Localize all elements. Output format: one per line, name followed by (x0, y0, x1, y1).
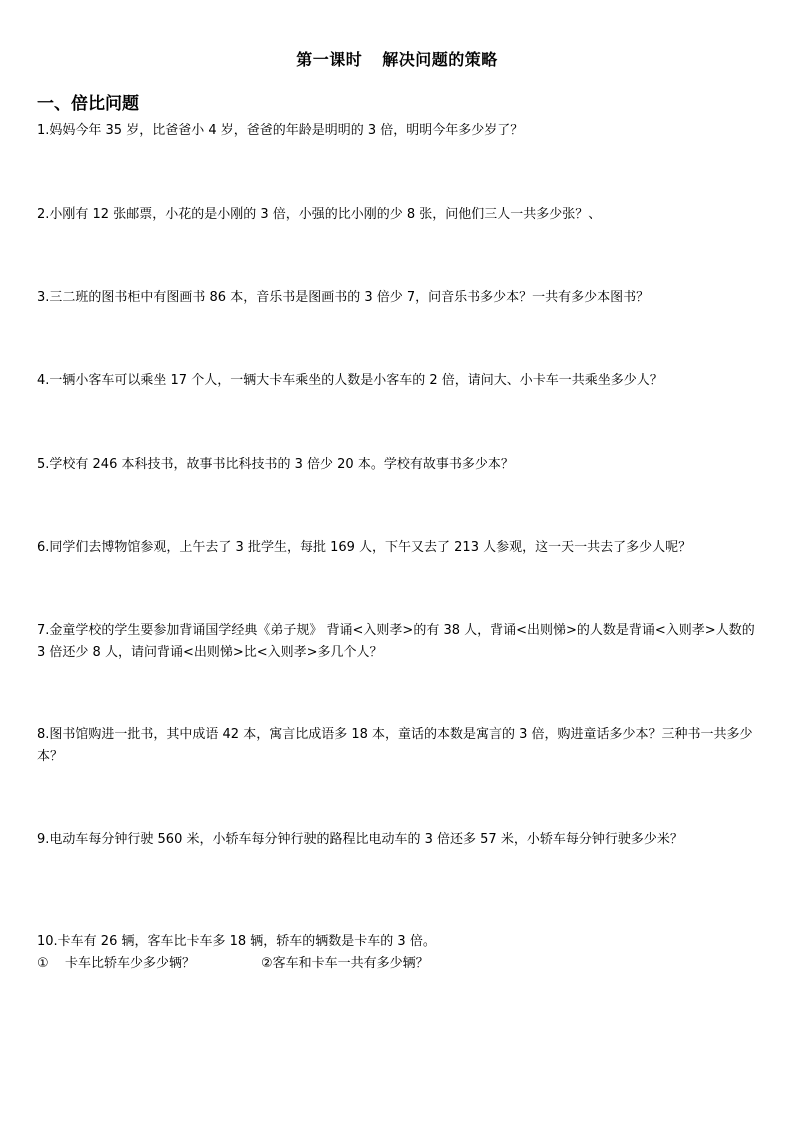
question-9: 9.电动车每分钟行驶 560 米，小轿车每分钟行驶的路程比电动车的 3 倍还多 57 米，小轿车每分钟行驶多少米？ (37, 832, 683, 847)
subpart-2: ②客车和卡车一共有多少辆？ (261, 956, 429, 971)
title-lesson: 第一课时 (296, 50, 363, 69)
question-7: 7.金童学校的学生要参加背诵国学经典《弟子规》 背诵<入则孝>的有 38 人，背诵<出则悌>的人数是背诵<入则孝>人数的 3 倍还少 8 人，请问背诵<出则悌>比<入则孝>多几个人？ (37, 623, 755, 660)
page-title (0, 47, 794, 70)
question-1: 1.妈妈今年 35 岁，比爸爸小 4 岁，爸爸的年龄是明明的 3 倍，明明今年多少岁了？ (37, 123, 524, 138)
section-heading: 一、倍比问题 (37, 94, 139, 114)
subpart-1: 卡车比轿车少多少辆？ (65, 956, 196, 971)
question-4: 4.一辆小客车可以乘坐 17 个人，一辆大卡车乘坐的人数是小客车的 2 倍，请问大、小卡车一共乘坐多少人？ (37, 373, 663, 388)
title-topic: 解决问题的策略 (382, 50, 498, 69)
question-10: 10.卡车有 26 辆，客车比卡车多 18 辆，轿车的辆数是卡车的 3 倍。 (37, 934, 436, 949)
question-10-subparts (37, 953, 761, 975)
question-5: 5.学校有 246 本科技书，故事书比科技书的 3 倍少 20 本。学校有故事书多少本？ (37, 457, 514, 472)
question-6: 6.同学们去博物馆参观，上午去了 3 批学生，每批 169 人，下午又去了 213 人参观，这一天一共去了多少人呢？ (37, 540, 692, 555)
question-3: 3.三二班的图书柜中有图画书 86 本，音乐书是图画书的 3 倍少 7，问音乐书多少本？一共有多少本图书？ (37, 290, 650, 305)
question-8: 8.图书馆购进一批书，其中成语 42 本，寓言比成语多 18 本，童话的本数是寓言的 3 倍，购进童话多少本？三种书一共多少本？ (37, 727, 753, 764)
question-2: 2.小刚有 12 张邮票，小花的是小刚的 3 倍，小强的比小刚的少 8 张，问他们三人一共多少张？、 (37, 207, 602, 222)
subpart-marker: ① (37, 956, 49, 971)
